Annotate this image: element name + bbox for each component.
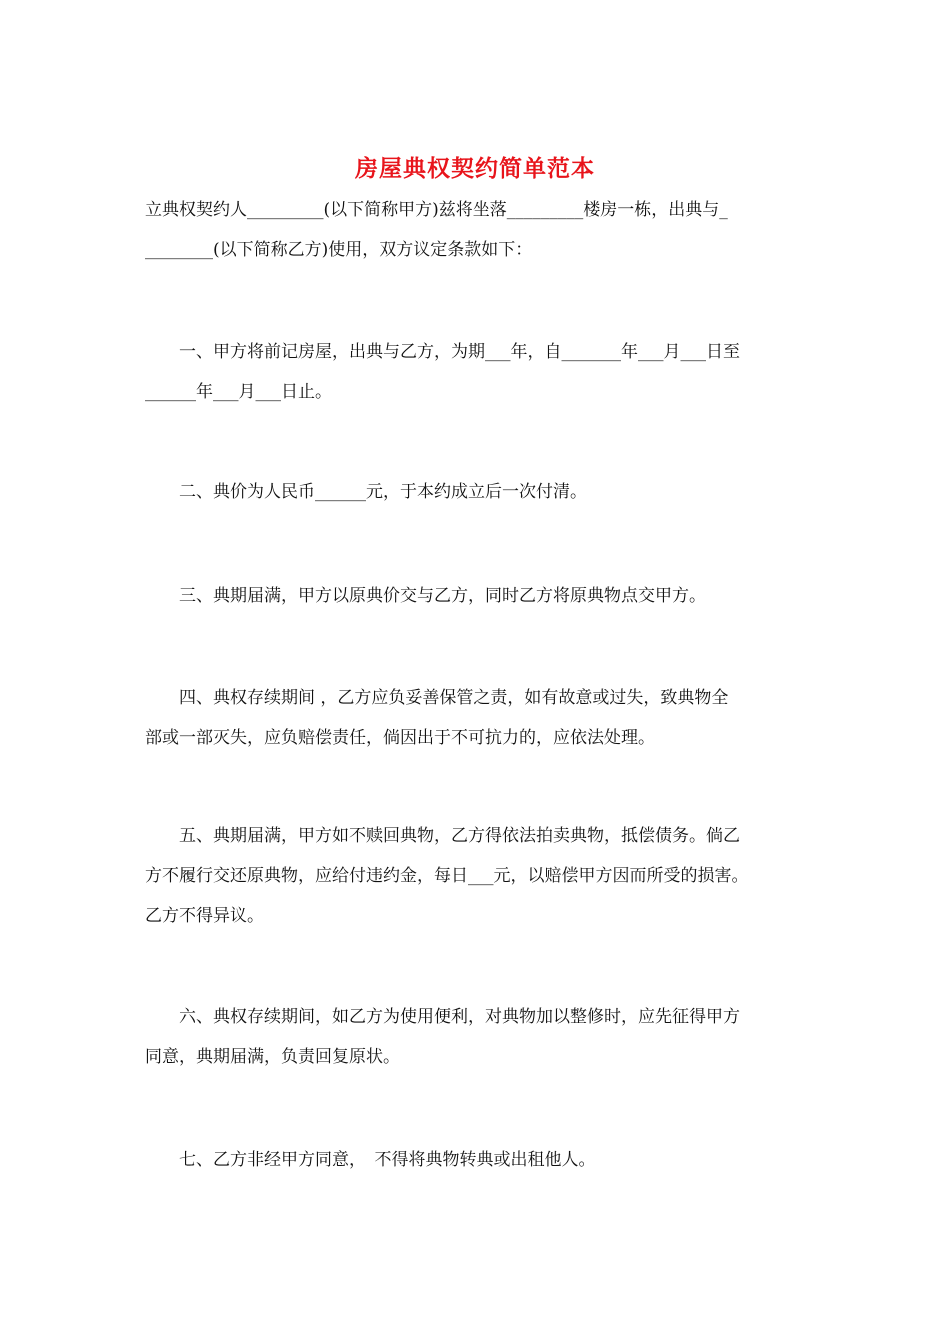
clause-2 [145, 472, 810, 512]
clause-3 [145, 576, 810, 616]
clause-4 [145, 678, 810, 758]
clause-line: 三、典期届满，甲方以原典价交与乙方，同时乙方将原典物点交甲方。 [145, 586, 706, 606]
clause-5 [145, 816, 810, 936]
clause-line: 四、典权存续期间 ，乙方应负妥善保管之责，如有故意或过失，致典物全 [145, 688, 729, 708]
clause-line: ______年___月___日止。 [145, 382, 332, 402]
clause-7 [145, 1140, 810, 1180]
clause-line: 七、乙方非经甲方同意， 不得将典物转典或出租他人。 [145, 1150, 596, 1170]
clause-line: 六、典权存续期间，如乙方为使用便利，对典物加以整修时，应先征得甲方 [145, 1007, 740, 1027]
clause-line: 一、甲方将前记房屋，出典与乙方，为期___年，自_______年___月___日至 [145, 342, 740, 362]
clause-line: 同意，典期届满，负责回复原状。 [145, 1047, 400, 1067]
intro-line: ________(以下简称乙方)使用，双方议定条款如下： [145, 240, 533, 260]
clause-line: 部或一部灭失，应负赔偿责任，倘因出于不可抗力的，应依法处理。 [145, 728, 655, 748]
clause-line: 二、典价为人民币______元，于本约成立后一次付清。 [145, 482, 587, 502]
clause-1 [145, 332, 810, 412]
clause-line: 五、典期届满，甲方如不赎回典物，乙方得依法拍卖典物，抵偿债务。倘乙 [145, 826, 740, 846]
clause-line: 乙方不得异议。 [145, 906, 264, 926]
intro-paragraph [145, 190, 810, 270]
clause-6 [145, 997, 810, 1077]
document-title: 房屋典权契约简单范本 [355, 156, 595, 182]
clause-line: 方不履行交还原典物，应给付违约金，每日___元，以赔偿甲方因而所受的损害。 [145, 866, 749, 886]
intro-line: 立典权契约人_________(以下简称甲方)兹将坐落_________楼房一栋，出典与_ [145, 200, 728, 220]
